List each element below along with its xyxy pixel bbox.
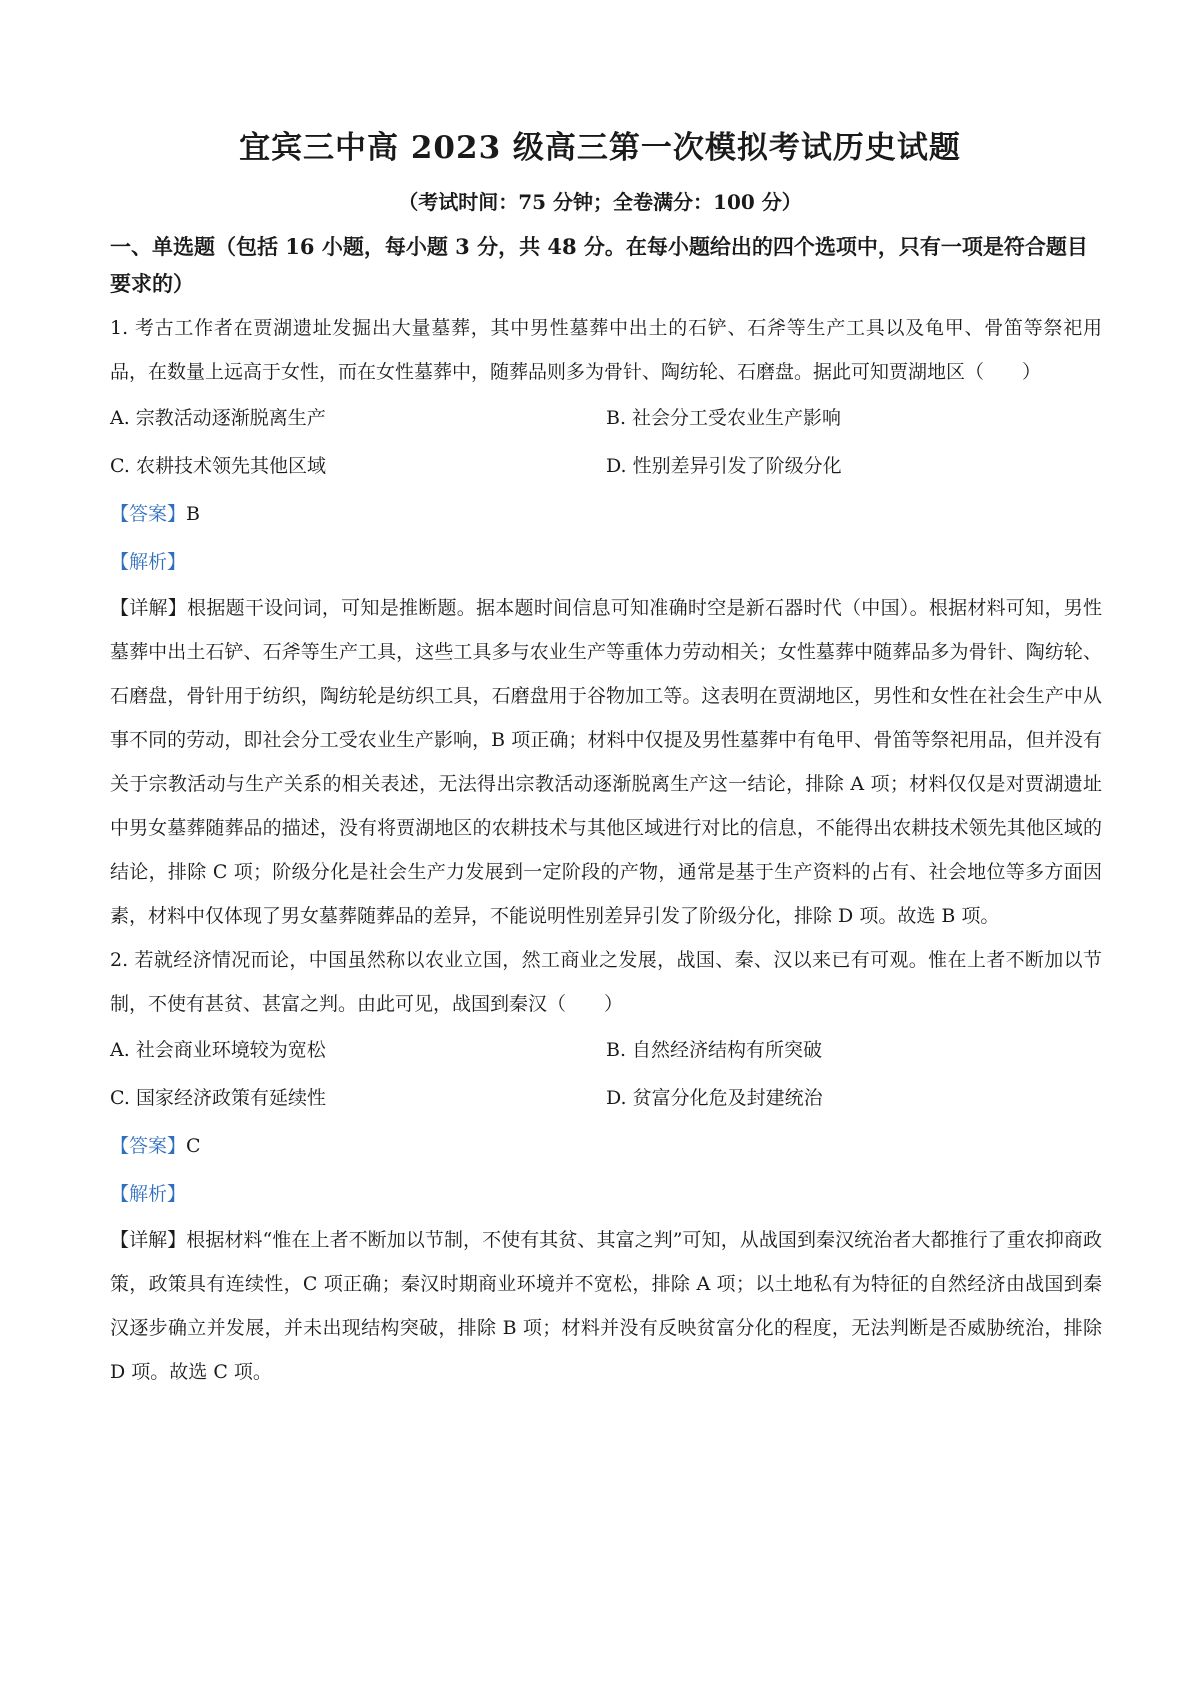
detail-text: 根据材料“惟在上者不断加以节制，不使有其贫、其富之判”可知，从战国到秦汉统治者大都推行了重农抑商政策，政策具有连续性，C 项正确；秦汉时期商业环境并不宽松，排除 A 项；以土地私有为特征的自然经济由战国到秦汉逐步确立并发展，并未出现结构突破，排除 B 项；材料并没有反映贫富分化的程度，无法判断是否威胁统治，排除 D 项。故选 C 项。 bbox=[110, 1229, 1102, 1383]
detail-text: 根据题干设问词，可知是推断题。据本题时间信息可知准确时空是新石器时代（中国）。根据材料可知，男性墓葬中出土石铲、石斧等生产工具，这些工具多与农业生产等重体力劳动相关；女性墓葬中随葬品多为骨针、陶纺轮、石磨盘，骨针用于纺织，陶纺轮是纺织工具，石磨盘用于谷物加工等。这表明在贾湖地区，男性和女性在社会生产中从事不同的劳动，即社会分工受农业生产影响，B 项正确；材料中仅提及男性墓葬中有龟甲、骨笛等祭祀用品，但并没有关于宗教活动与生产关系的相关表述，无法得出宗教活动逐渐脱离生产这一结论，排除 A 项；材料仅仅是对贾湖遗址中男女墓葬随葬品的描述，没有将贾湖地区的农耕技术与其他区域进行对比的信息，不能得出农耕技术领先其他区域的结论，排除 C 项；阶级分化是社会生产力发展到一定阶段的产物，通常是基于生产资料的占有、社会地位等多方面因素，材料中仅体现了男女墓葬随葬品的差异，不能说明性别差异引发了阶级分化，排除 D 项。故选 B 项。 bbox=[110, 597, 1102, 927]
question-stem: 2. 若就经济情况而论，中国虽然称以农业立国，然工商业之发展，战国、秦、汉以来已有可观。惟在上者不断加以节制，不使有甚贫、甚富之判。由此可见，战国到秦汉（ ） bbox=[110, 949, 1102, 1015]
option-d: D. 性别差异引发了阶级分化 bbox=[606, 455, 842, 477]
question-2 bbox=[110, 938, 1102, 1394]
question-stem: 1. 考古工作者在贾湖遗址发掘出大量墓葬，其中男性墓葬中出土的石铲、石斧等生产工具以及龟甲、骨笛等祭祀用品，在数量上远高于女性，而在女性墓葬中，随葬品则多为骨针、陶纺轮、石磨盘。据此可知贾湖地区（ ） bbox=[110, 317, 1102, 383]
section-heading: 一、单选题（包括 16 小题，每小题 3 分，共 48 分。在每小题给出的四个选项中，只有一项是符合题目要求的） bbox=[110, 234, 1088, 296]
analysis-label: 【解析】 bbox=[110, 551, 187, 573]
option-c: C. 国家经济政策有延续性 bbox=[110, 1087, 326, 1109]
exam-info: （考试时间：75 分钟；全卷满分：100 分） bbox=[398, 190, 802, 214]
option-a: A. 社会商业环境较为宽松 bbox=[110, 1039, 326, 1061]
option-c: C. 农耕技术领先其他区域 bbox=[110, 455, 326, 477]
detail-label: 【详解】 bbox=[110, 1229, 187, 1251]
detail-label: 【详解】 bbox=[110, 597, 188, 619]
answer-line bbox=[110, 1122, 1102, 1170]
answer-value: C bbox=[186, 1135, 201, 1157]
exam-content bbox=[110, 228, 1102, 1394]
option-b: B. 自然经济结构有所突破 bbox=[606, 1039, 823, 1061]
answer-line bbox=[110, 490, 1102, 538]
analysis-line bbox=[110, 538, 1102, 586]
answer-label: 【答案】 bbox=[110, 1135, 187, 1157]
options-list bbox=[110, 394, 1102, 490]
option-d: D. 贫富分化危及封建统治 bbox=[606, 1087, 823, 1109]
answer-value: B bbox=[186, 503, 200, 525]
option-b: B. 社会分工受农业生产影响 bbox=[606, 407, 842, 429]
option-a: A. 宗教活动逐渐脱离生产 bbox=[110, 407, 326, 429]
detail-paragraph bbox=[110, 1218, 1102, 1394]
question-1 bbox=[110, 306, 1102, 938]
answer-label: 【答案】 bbox=[110, 503, 187, 525]
analysis-label: 【解析】 bbox=[110, 1183, 187, 1205]
analysis-line bbox=[110, 1170, 1102, 1218]
detail-paragraph bbox=[110, 586, 1102, 938]
options-list bbox=[110, 1026, 1102, 1122]
page-title: 宜宾三中高 2023 级高三第一次模拟考试历史试题 bbox=[239, 130, 961, 166]
